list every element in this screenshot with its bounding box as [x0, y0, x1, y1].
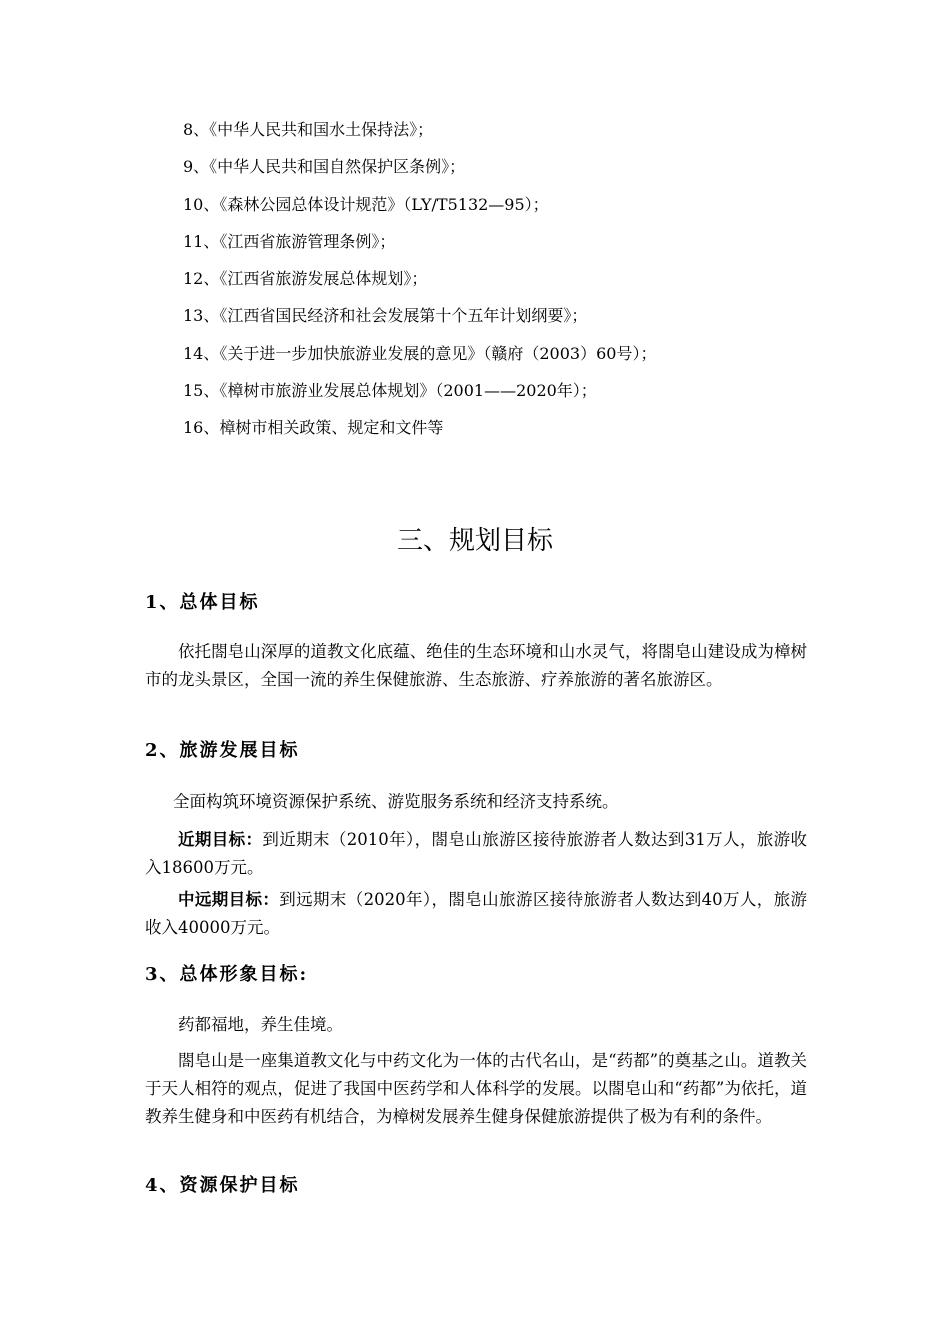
reference-item: 10、《森林公园总体设计规范》（LY/T5132—95）；: [183, 194, 549, 214]
image-goal-heading: 3、总体形象目标:: [145, 964, 309, 985]
tourism-goal-heading: 2、旅游发展目标: [145, 740, 300, 761]
reference-item: 9、《中华人民共和国自然保护区条例》；: [183, 157, 466, 177]
reference-item: 16、樟树市相关政策、规定和文件等: [183, 418, 444, 438]
reference-item: 15、《樟树市旅游业发展总体规划》（2001——2020年）；: [183, 381, 597, 401]
long-term-goal: [145, 886, 807, 942]
section-title: 三、规划目标: [396, 526, 553, 556]
tourism-goal-intro: 全面构筑环境资源保护系统、游览服务系统和经济支持系统。: [173, 792, 619, 811]
near-term-goal: [145, 826, 807, 882]
long-term-text: 到远期末（2020年），閤皂山旅游区接待旅游者人数达到40万人，旅游收入40000万元。: [145, 890, 807, 937]
reference-item: 13、《江西省国民经济和社会发展第十个五年计划纲要》；: [183, 306, 588, 326]
reference-item: 12、《江西省旅游发展总体规划》；: [183, 269, 428, 289]
image-goal-text: 閤皂山是一座集道教文化与中药文化为一体的古代名山，是“药都”的奠基之山。道教关于天人相符的观点，促进了我国中医药学和人体科学的发展。以閤皂山和“药都”为依托，道教养生健身和中医药有机结合，为樟树发展养生健身保健旅游提供了极为有利的条件。: [145, 1051, 807, 1126]
near-term-label: 近期目标：: [178, 830, 263, 849]
reference-item: 14、《关于进一步加快旅游业发展的意见》（赣府（2003）60号）；: [183, 343, 657, 363]
image-slogan: 药都福地，养生佳境。: [178, 1015, 343, 1034]
reference-item: 11、《江西省旅游管理条例》；: [183, 231, 396, 251]
resource-goal-heading: 4、资源保护目标: [145, 1175, 300, 1196]
near-term-text: 到近期末（2010年），閤皂山旅游区接待旅游者人数达到31万人，旅游收入18600万元。: [145, 830, 808, 877]
overall-goal-text: 依托閤皂山深厚的道教文化底蕴、绝佳的生态环境和山水灵气，将閤皂山建设成为樟树市的龙头景区，全国一流的养生保健旅游、生态旅游、疗养旅游的著名旅游区。: [145, 642, 807, 689]
overall-goal-heading: 1、总体目标: [145, 592, 260, 613]
reference-item: 8、《中华人民共和国水土保持法》；: [183, 120, 434, 139]
long-term-label: 中远期目标：: [178, 890, 280, 909]
reference-list: [183, 118, 863, 454]
